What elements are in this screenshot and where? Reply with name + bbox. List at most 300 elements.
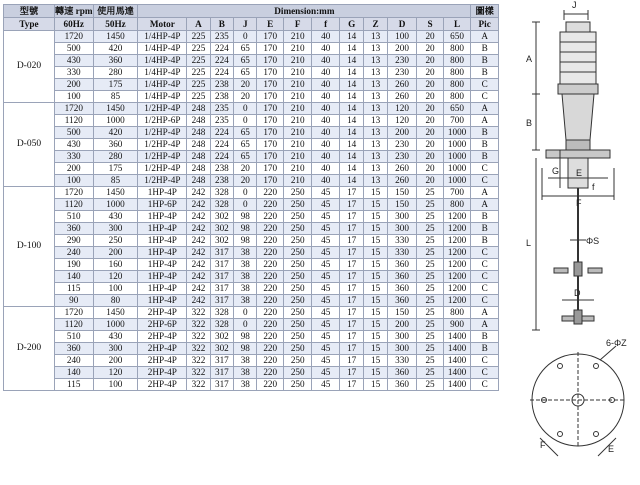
dim-label-z: 6-ΦZ	[606, 338, 627, 348]
table-cell: 220	[257, 211, 283, 223]
table-cell: 302	[210, 211, 233, 223]
table-cell: 700	[443, 115, 471, 127]
table-row	[4, 331, 499, 343]
table-cell: 100	[54, 91, 93, 103]
table-cell: 260	[387, 163, 417, 175]
table-cell: 302	[210, 235, 233, 247]
table-cell: 500	[54, 127, 93, 139]
table-cell: 1/4HP-4P	[138, 91, 187, 103]
table-cell: 242	[187, 295, 210, 307]
table-cell: 328	[210, 307, 233, 319]
spec-table-container	[3, 4, 499, 476]
table-cell: 0	[234, 199, 257, 211]
table-cell: 322	[187, 331, 210, 343]
table-row	[4, 127, 499, 139]
table-cell: 200	[54, 163, 93, 175]
table-cell: 225	[187, 55, 210, 67]
table-cell: 98	[234, 211, 257, 223]
table-cell: 328	[210, 187, 233, 199]
table-cell: 15	[364, 247, 387, 259]
table-cell: 360	[387, 367, 417, 379]
table-cell: 1200	[443, 295, 471, 307]
table-cell: 20	[417, 55, 443, 67]
table-cell: 13	[364, 127, 387, 139]
header-col: G	[339, 18, 363, 31]
table-cell: 20	[417, 139, 443, 151]
table-cell: 200	[54, 79, 93, 91]
table-cell: 115	[54, 379, 93, 391]
header-col: D	[387, 18, 417, 31]
table-cell: 430	[54, 139, 93, 151]
table-cell: 330	[54, 67, 93, 79]
table-cell: 248	[187, 115, 210, 127]
table-cell: 85	[93, 175, 138, 187]
table-cell: 15	[364, 199, 387, 211]
table-cell: 15	[364, 331, 387, 343]
table-row	[4, 343, 499, 355]
table-cell: 40	[312, 139, 339, 151]
table-cell: 220	[257, 235, 283, 247]
table-cell: 14	[339, 31, 363, 43]
table-cell: 210	[283, 175, 312, 187]
table-cell: 170	[257, 103, 283, 115]
table-cell: 250	[283, 283, 312, 295]
table-cell: 235	[210, 115, 233, 127]
table-cell: 20	[417, 127, 443, 139]
table-cell: 20	[417, 175, 443, 187]
table-cell: 250	[283, 319, 312, 331]
table-cell: 235	[210, 103, 233, 115]
table-cell: 248	[187, 139, 210, 151]
table-cell: 242	[187, 271, 210, 283]
table-cell: C	[471, 247, 499, 259]
table-cell: 100	[93, 379, 138, 391]
table-cell: 14	[339, 103, 363, 115]
table-cell: 210	[283, 115, 312, 127]
table-cell: 25	[417, 211, 443, 223]
table-cell: 1400	[443, 367, 471, 379]
table-cell: 1000	[443, 163, 471, 175]
table-cell: 238	[210, 163, 233, 175]
header-rpm: 轉速 rpm	[54, 6, 93, 16]
table-cell: 14	[339, 127, 363, 139]
table-cell: 280	[93, 67, 138, 79]
table-cell: 65	[234, 127, 257, 139]
table-cell: 170	[257, 79, 283, 91]
dim-label-d: D	[574, 288, 581, 298]
table-cell: 65	[234, 151, 257, 163]
table-cell: 98	[234, 343, 257, 355]
table-cell: 38	[234, 271, 257, 283]
table-cell: 1200	[443, 223, 471, 235]
table-cell: 17	[339, 367, 363, 379]
table-cell: 800	[443, 307, 471, 319]
table-cell: 360	[54, 343, 93, 355]
table-row	[4, 319, 499, 331]
header-col: Motor	[138, 18, 187, 31]
table-cell: 250	[283, 355, 312, 367]
table-cell: 1200	[443, 259, 471, 271]
table-cell: 210	[283, 91, 312, 103]
table-cell: 25	[417, 295, 443, 307]
model-cell: D-100	[4, 187, 55, 307]
table-cell: 2HP-4P	[138, 367, 187, 379]
table-cell: 85	[93, 91, 138, 103]
table-cell: 220	[257, 355, 283, 367]
table-cell: 1/4HP-4P	[138, 43, 187, 55]
table-cell: 13	[364, 67, 387, 79]
table-cell: 220	[257, 295, 283, 307]
table-cell: 220	[257, 367, 283, 379]
table-cell: 14	[339, 55, 363, 67]
table-cell: 45	[312, 223, 339, 235]
table-cell: 220	[257, 343, 283, 355]
table-cell: 170	[257, 175, 283, 187]
table-cell: 1450	[93, 187, 138, 199]
table-cell: B	[471, 211, 499, 223]
header-col: 50Hz	[93, 18, 138, 31]
table-cell: 210	[283, 163, 312, 175]
table-cell: 38	[234, 355, 257, 367]
table-cell: 65	[234, 139, 257, 151]
table-cell: 1400	[443, 343, 471, 355]
table-cell: 1200	[443, 283, 471, 295]
table-cell: 250	[283, 331, 312, 343]
table-cell: 40	[312, 175, 339, 187]
table-cell: 175	[93, 79, 138, 91]
table-cell: 224	[210, 43, 233, 55]
table-cell: 230	[387, 55, 417, 67]
table-cell: 280	[93, 151, 138, 163]
table-cell: 170	[257, 43, 283, 55]
table-cell: 25	[417, 187, 443, 199]
table-cell: 360	[387, 271, 417, 283]
table-cell: A	[471, 115, 499, 127]
table-cell: 20	[417, 115, 443, 127]
table-cell: 224	[210, 139, 233, 151]
table-cell: 15	[364, 259, 387, 271]
table-cell: 160	[93, 259, 138, 271]
table-cell: B	[471, 331, 499, 343]
table-cell: 115	[54, 283, 93, 295]
table-cell: 1HP-4P	[138, 187, 187, 199]
table-cell: 650	[443, 31, 471, 43]
header-motor-use: 使用馬達	[93, 5, 138, 18]
table-cell: 45	[312, 367, 339, 379]
table-cell: 420	[93, 43, 138, 55]
table-cell: 120	[93, 367, 138, 379]
table-cell: 1HP-4P	[138, 235, 187, 247]
table-cell: 800	[443, 91, 471, 103]
table-cell: 13	[364, 79, 387, 91]
table-cell: 242	[187, 247, 210, 259]
spec-table-body	[4, 31, 499, 391]
table-cell: A	[471, 199, 499, 211]
table-cell: 98	[234, 331, 257, 343]
table-cell: 80	[93, 295, 138, 307]
table-cell: 1000	[443, 139, 471, 151]
table-cell: 98	[234, 235, 257, 247]
table-cell: 510	[54, 331, 93, 343]
table-cell: 330	[387, 235, 417, 247]
table-cell: 45	[312, 235, 339, 247]
table-cell: 15	[364, 211, 387, 223]
table-cell: 650	[443, 103, 471, 115]
table-cell: 510	[54, 211, 93, 223]
table-cell: 1400	[443, 379, 471, 391]
table-cell: 45	[312, 307, 339, 319]
table-cell: 242	[187, 235, 210, 247]
table-cell: 15	[364, 379, 387, 391]
table-cell: B	[471, 223, 499, 235]
table-cell: 225	[187, 43, 210, 55]
table-cell: 1720	[54, 103, 93, 115]
table-cell: 14	[339, 79, 363, 91]
table-cell: 65	[234, 43, 257, 55]
table-cell: 1720	[54, 31, 93, 43]
table-cell: 250	[283, 235, 312, 247]
dim-label-f-small: f	[592, 182, 595, 192]
table-cell: A	[471, 31, 499, 43]
table-cell: C	[471, 355, 499, 367]
header-col: A	[187, 18, 210, 31]
table-cell: 1HP-6P	[138, 199, 187, 211]
table-cell: 14	[339, 67, 363, 79]
table-cell: 2HP-6P	[138, 319, 187, 331]
table-cell: 38	[234, 295, 257, 307]
table-cell: 242	[187, 283, 210, 295]
header-col: F	[283, 18, 312, 31]
table-cell: 200	[387, 319, 417, 331]
dim-label-j: J	[572, 0, 577, 10]
table-cell: 170	[257, 163, 283, 175]
table-cell: 230	[387, 67, 417, 79]
table-row	[4, 103, 499, 115]
table-cell: 40	[312, 31, 339, 43]
table-cell: 238	[210, 79, 233, 91]
table-cell: 0	[234, 103, 257, 115]
table-cell: 317	[210, 247, 233, 259]
table-row	[4, 67, 499, 79]
table-cell: 230	[387, 151, 417, 163]
table-cell: 1HP-4P	[138, 223, 187, 235]
table-cell: 17	[339, 259, 363, 271]
table-cell: 15	[364, 223, 387, 235]
table-cell: 238	[210, 175, 233, 187]
table-cell: B	[471, 235, 499, 247]
table-cell: 17	[339, 271, 363, 283]
table-cell: 20	[234, 79, 257, 91]
table-cell: 225	[187, 91, 210, 103]
table-cell: 14	[339, 175, 363, 187]
table-cell: 1200	[443, 211, 471, 223]
table-cell: 40	[312, 163, 339, 175]
table-row	[4, 271, 499, 283]
agitator-diagram	[500, 0, 640, 480]
table-cell: 1720	[54, 307, 93, 319]
table-cell: 328	[210, 319, 233, 331]
table-cell: 300	[387, 331, 417, 343]
table-cell: 1120	[54, 115, 93, 127]
table-cell: 250	[283, 259, 312, 271]
table-cell: 250	[283, 343, 312, 355]
table-cell: 220	[257, 247, 283, 259]
table-cell: 225	[187, 31, 210, 43]
table-cell: 25	[417, 235, 443, 247]
table-cell: C	[471, 295, 499, 307]
table-cell: 120	[387, 115, 417, 127]
table-row	[4, 223, 499, 235]
table-cell: 210	[283, 43, 312, 55]
table-cell: C	[471, 79, 499, 91]
table-cell: C	[471, 271, 499, 283]
table-cell: 220	[257, 379, 283, 391]
table-cell: 15	[364, 187, 387, 199]
table-cell: 170	[257, 91, 283, 103]
table-cell: 45	[312, 343, 339, 355]
table-cell: 13	[364, 151, 387, 163]
table-cell: 45	[312, 355, 339, 367]
table-cell: 1HP-4P	[138, 295, 187, 307]
dim-label-f-big: F	[576, 198, 582, 208]
table-cell: C	[471, 91, 499, 103]
dim-label-l: L	[526, 238, 532, 248]
table-cell: 1/2HP-4P	[138, 175, 187, 187]
table-cell: 248	[187, 103, 210, 115]
table-cell: 300	[387, 211, 417, 223]
table-cell: 100	[387, 31, 417, 43]
table-cell: 225	[187, 79, 210, 91]
table-cell: 13	[364, 103, 387, 115]
header-col: L	[443, 18, 471, 31]
table-cell: 20	[234, 91, 257, 103]
table-row	[4, 139, 499, 151]
table-cell: 360	[387, 295, 417, 307]
table-cell: 210	[283, 67, 312, 79]
table-cell: 120	[93, 271, 138, 283]
table-row	[4, 199, 499, 211]
table-cell: 40	[312, 79, 339, 91]
table-cell: 38	[234, 283, 257, 295]
table-cell: 98	[234, 223, 257, 235]
table-cell: 0	[234, 187, 257, 199]
table-cell: 302	[210, 343, 233, 355]
table-row	[4, 235, 499, 247]
table-cell: 17	[339, 187, 363, 199]
table-cell: 38	[234, 367, 257, 379]
table-cell: 0	[234, 115, 257, 127]
table-cell: 322	[187, 367, 210, 379]
table-cell: 224	[210, 55, 233, 67]
table-cell: 15	[364, 367, 387, 379]
table-cell: 300	[93, 343, 138, 355]
table-cell: 13	[364, 91, 387, 103]
table-cell: 14	[339, 91, 363, 103]
table-cell: 90	[54, 295, 93, 307]
table-row	[4, 355, 499, 367]
table-cell: 45	[312, 331, 339, 343]
table-cell: 2HP-4P	[138, 379, 187, 391]
table-cell: 1HP-4P	[138, 271, 187, 283]
table-cell: 224	[210, 67, 233, 79]
table-cell: 1/2HP-4P	[138, 151, 187, 163]
table-cell: C	[471, 175, 499, 187]
table-cell: 170	[257, 127, 283, 139]
table-cell: 220	[257, 307, 283, 319]
table-cell: 20	[234, 175, 257, 187]
table-cell: 220	[257, 223, 283, 235]
table-cell: 150	[387, 307, 417, 319]
table-cell: 100	[93, 283, 138, 295]
table-cell: 170	[257, 55, 283, 67]
table-cell: 17	[339, 355, 363, 367]
table-cell: 38	[234, 259, 257, 271]
table-cell: 242	[187, 211, 210, 223]
table-cell: C	[471, 367, 499, 379]
table-cell: 13	[364, 115, 387, 127]
table-cell: 322	[187, 319, 210, 331]
header-col: J	[234, 18, 257, 31]
table-cell: 1HP-4P	[138, 283, 187, 295]
table-cell: 300	[387, 343, 417, 355]
table-row	[4, 247, 499, 259]
table-cell: 25	[417, 355, 443, 367]
table-cell: 15	[364, 307, 387, 319]
table-cell: 1400	[443, 355, 471, 367]
table-cell: 20	[417, 151, 443, 163]
table-cell: 45	[312, 379, 339, 391]
table-cell: 20	[234, 163, 257, 175]
table-cell: 200	[387, 127, 417, 139]
table-cell: 45	[312, 295, 339, 307]
table-cell: 40	[312, 55, 339, 67]
model-cell: D-050	[4, 103, 55, 187]
table-row	[4, 115, 499, 127]
table-cell: 140	[54, 271, 93, 283]
table-cell: 430	[54, 55, 93, 67]
table-cell: A	[471, 103, 499, 115]
table-cell: 360	[387, 259, 417, 271]
table-cell: 500	[54, 43, 93, 55]
table-row	[4, 79, 499, 91]
header-col: B	[210, 18, 233, 31]
table-cell: B	[471, 139, 499, 151]
table-cell: 300	[387, 223, 417, 235]
table-cell: B	[471, 127, 499, 139]
table-cell: 1200	[443, 247, 471, 259]
header-dimension: Dimension:mm	[138, 5, 471, 18]
table-cell: 140	[54, 367, 93, 379]
table-cell: C	[471, 259, 499, 271]
table-cell: 15	[364, 319, 387, 331]
table-cell: 17	[339, 235, 363, 247]
table-row	[4, 31, 499, 43]
table-cell: 1HP-4P	[138, 259, 187, 271]
table-cell: C	[471, 283, 499, 295]
table-cell: 170	[257, 67, 283, 79]
table-cell: 250	[283, 199, 312, 211]
table-cell: 210	[283, 31, 312, 43]
table-cell: 317	[210, 355, 233, 367]
table-cell: B	[471, 67, 499, 79]
table-cell: 25	[417, 331, 443, 343]
table-cell: 238	[210, 91, 233, 103]
table-cell: 210	[283, 55, 312, 67]
table-cell: 1200	[443, 271, 471, 283]
header-col: S	[417, 18, 443, 31]
table-cell: 38	[234, 379, 257, 391]
table-cell: 17	[339, 319, 363, 331]
